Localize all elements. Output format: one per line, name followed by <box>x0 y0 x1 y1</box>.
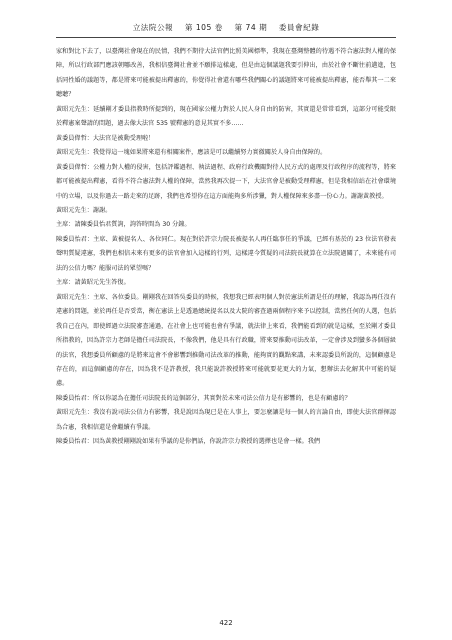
issue-label: 第 74 期 <box>234 23 268 32</box>
speaker-label: 黃昭元先生： <box>56 293 94 301</box>
transcript-paragraph <box>56 291 396 392</box>
speech-text: 公權力對人權的侵害，包括評鑑過程、執法過程、政府行政機關對待人民方式的處理及行政程序的流程等，將來都可能被提出釋憲，看得不符合憲法對人權的保障，當然我再次提一下，大法官會是被動受理釋憲，但是我相信站在社會環境中的立場，以及你過去一路走來的足跡，我們也希望你在這方面能夠多所涉獵，對人權保障來多盡一份心力。謝謝黃教授。 <box>56 163 396 200</box>
volume-label: 第 105 卷 <box>184 23 223 32</box>
speech-text: 家和對比下去了，以臺灣社會現在的民情，我們不期待大法官們比照美國標準，我現在臺灣整體的待遇不符合憲法對人權的保障，所以行政部門應該朝哪改善，我相信臺灣社會並不願排這樣處，但是由這個議題我要引伸出，由於社會不斷往前邁進，包括同性婚的議題等，都是將來可能被提出釋憲的，你覺得社會還有哪些我們關心的議題將來可能被提出釋憲，能否舉其一二來聽聽？ <box>56 48 396 99</box>
speech-text: 大法官是被動受理啦！ <box>92 134 155 142</box>
transcript-body <box>56 45 396 450</box>
speaker-label: 陳委員怡君： <box>56 438 93 446</box>
transcript-paragraph <box>56 132 396 146</box>
speaker-label: 黃昭元先生： <box>56 105 94 113</box>
transcript-paragraph <box>56 146 396 160</box>
transcript-paragraph <box>56 204 396 218</box>
speaker-label: 陳委員怡君： <box>56 394 93 402</box>
transcript-paragraph <box>56 435 396 449</box>
speech-text: 我覺得這一塊如果將來還有相關案件，應該是可以繼續努力實徹關於人身自由保障的。 <box>92 149 327 157</box>
transcript-paragraph <box>56 233 396 276</box>
speaker-label: 主席： <box>56 221 75 229</box>
page-header <box>0 22 452 33</box>
transcript-paragraph <box>56 161 396 204</box>
speaker-label: 黃委員偉哲： <box>56 163 94 171</box>
speech-text: 主席、各位委員。剛剛我在回答吳委員的時候，我想我已經表明個人對於憲法所謂是任的理解，我認為再任沒有違憲的問題，並於再任是否妥當，衡在憲法上是透過總統提名以及大院的審查過兩個程序來予以控制，當然任何的人選，包括我自己在內，即使經過立法院審查通過，在社會上也可能也會有爭議，就法律上來看，我們能看到的就是這樣，至於剛才委員所指教的，因為許宗力老師是擔任司法院長，不像我們，他是具有行政職，將來要推動司法改革，一定會涉及到蠻多各個層級的法官，我想委員所顧慮的是將來這會不會影響到推動司法改革的推動，能夠實的觀點來講，未來認委員所說的，這個顧慮是存在的，而這個顧慮的存在，因為我不是許教授，我只能說許教授將來可能就要花更大的力氣，想辦法去化解其中可能的疑慮。 <box>56 293 396 388</box>
transcript-paragraph <box>56 406 396 435</box>
section-label: 委員會紀錄 <box>278 23 320 32</box>
transcript-paragraph <box>56 45 396 103</box>
speaker-label: 黃昭元先生： <box>56 206 93 214</box>
speech-text: 因為黃教授剛剛說如果有爭議的是你們話，你說許宗力教授的選擇也是會一樣。我們 <box>92 438 321 446</box>
speaker-label: 黃委員偉哲： <box>56 134 93 142</box>
speech-text: 延續剛才委員指教時所提到的，現在國家公權力對於人民人身自由的防害，其實還是常常看到，這部分可能受限於釋憲案聲請的問題，過去像大法官 535 號釋憲的意見其實不多…… <box>56 105 396 128</box>
speech-text: 請黃昭元先生答復。 <box>74 279 130 287</box>
speaker-label: 黃昭元先生： <box>56 409 94 417</box>
page-number: 422 <box>219 619 233 627</box>
transcript-paragraph <box>56 103 396 132</box>
speech-text: 主席、黃被提名人、各位同仁。現在對於許宗力院長被提名人再任臨事任的爭議，已經有基於的 23 位法官發表聲明質疑違憲，我們也相信未來有更多的法官會加入這樣的行列，這樣違今質疑的司法院長就算在立法院過關了，未來能有司法的公信力嗎？能服司法的眾望嗎？ <box>56 235 396 272</box>
speaker-label: 陳委員怡君： <box>56 235 94 243</box>
speech-text: 我沒有說司法公信力有影響，我是說因為現已是在人事上，要怎麼讓是每一個人的言論自由，即使大法官群揮認為合憲，我相信還是會繼續有爭議。 <box>56 409 396 431</box>
speech-text: 所以你認為在擔任司法院長的這個部分，其實對於未來司法公信力是有影響的，也是有顧慮的？ <box>92 394 351 402</box>
gazette-title: 立法院公報 <box>132 23 174 32</box>
transcript-paragraph <box>56 276 396 290</box>
speaker-label: 黃昭元先生： <box>56 149 93 157</box>
header-divider <box>56 37 396 38</box>
speaker-label: 主席： <box>56 279 75 287</box>
transcript-paragraph <box>56 218 396 232</box>
speech-text: 謝謝。 <box>92 206 112 214</box>
transcript-paragraph <box>56 392 396 406</box>
speech-text: 請陳委員怡君質詢，詢答時間為 30 分鐘。 <box>74 221 191 229</box>
